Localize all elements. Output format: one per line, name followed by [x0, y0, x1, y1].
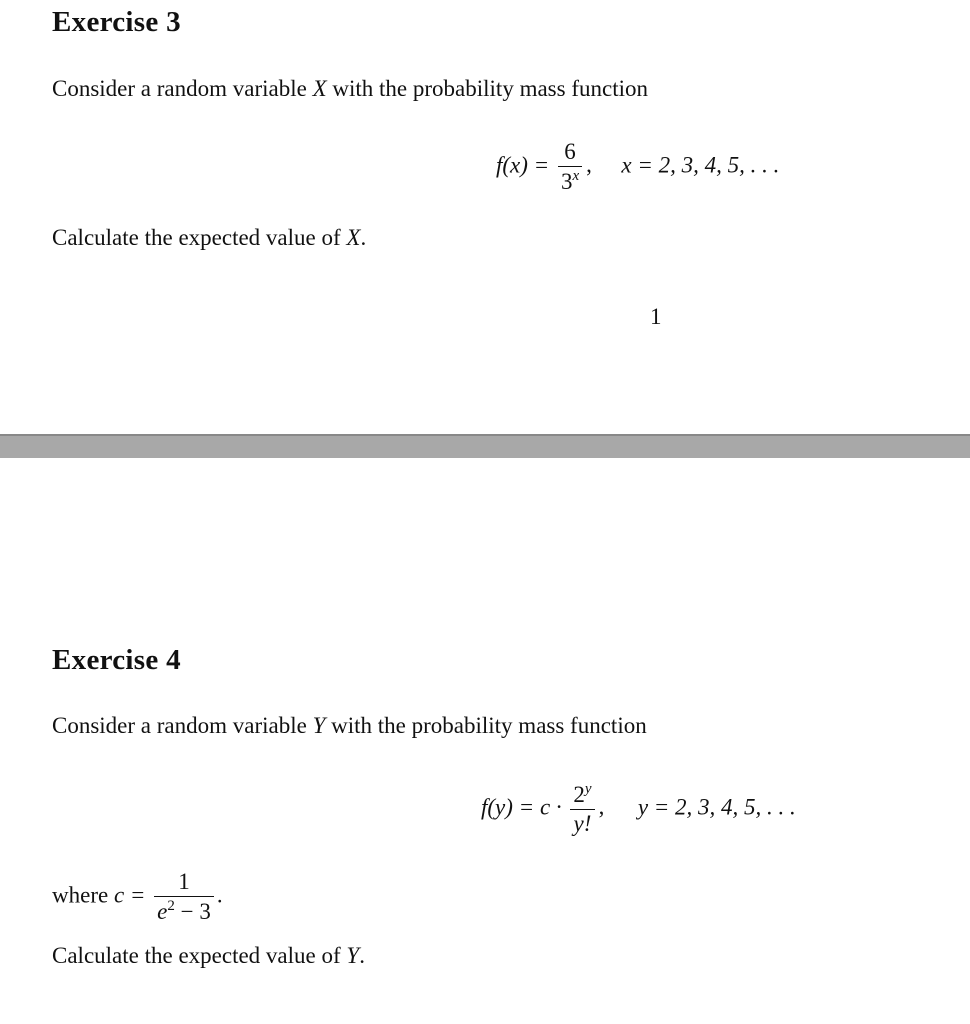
numerator-exponent: y	[584, 781, 592, 797]
intro-variable: X	[312, 76, 327, 101]
intro-variable: Y	[312, 713, 326, 738]
constant-fraction	[154, 870, 214, 924]
formula-lhs: f(y) = c ·	[481, 794, 562, 820]
denominator-rest: − 3	[174, 899, 211, 925]
constant-period: .	[216, 882, 223, 908]
denominator-base: e	[157, 899, 168, 925]
fraction-denominator	[558, 167, 582, 194]
formula-domain: y = 2, 3, 4, 5, . . .	[637, 794, 796, 820]
pmf-formula-y	[481, 782, 796, 836]
fraction-denominator	[154, 897, 214, 924]
page-divider	[0, 434, 970, 458]
constant-definition	[52, 870, 223, 924]
pmf-formula-x	[496, 140, 779, 194]
where-text: where	[52, 882, 109, 908]
question-variable: X	[346, 225, 361, 250]
formula-comma: ,	[586, 152, 592, 178]
denominator-base: 3	[560, 169, 573, 195]
question-period: .	[359, 943, 365, 968]
denominator-exponent: x	[572, 168, 580, 185]
intro-text-suffix: with the probability mass function	[332, 76, 648, 101]
formula-comma: ,	[598, 794, 605, 820]
exercise-3-intro	[52, 76, 648, 102]
formula-fraction	[558, 140, 582, 194]
formula-domain: x = 2, 3, 4, 5, . . .	[621, 152, 780, 178]
formula-lhs: f(x) =	[496, 152, 550, 178]
intro-text-suffix: with the probability mass function	[331, 713, 647, 738]
intro-text: Consider a random variable	[52, 76, 307, 101]
constant-lhs: c =	[113, 882, 146, 908]
exercise-3-question	[52, 225, 366, 251]
numerator-base: 2	[573, 782, 585, 807]
exercise-4-question	[52, 943, 365, 969]
page-number: 1	[650, 304, 662, 329]
intro-text: Consider a random variable	[52, 713, 307, 738]
fraction-numerator: 1	[154, 870, 214, 897]
question-variable: Y	[346, 943, 360, 968]
exercise-3-heading: Exercise 3	[52, 6, 181, 38]
question-text: Calculate the expected value of	[52, 225, 341, 250]
question-text: Calculate the expected value of	[52, 943, 341, 968]
fraction-numerator: 6	[558, 140, 582, 167]
fraction-numerator	[570, 782, 594, 810]
denominator-exponent: 2	[167, 898, 175, 915]
formula-fraction	[570, 782, 594, 836]
fraction-denominator: y!	[573, 811, 592, 837]
exercise-4-intro	[52, 713, 647, 739]
exercise-4-heading: Exercise 4	[52, 644, 181, 676]
question-period: .	[360, 225, 367, 250]
